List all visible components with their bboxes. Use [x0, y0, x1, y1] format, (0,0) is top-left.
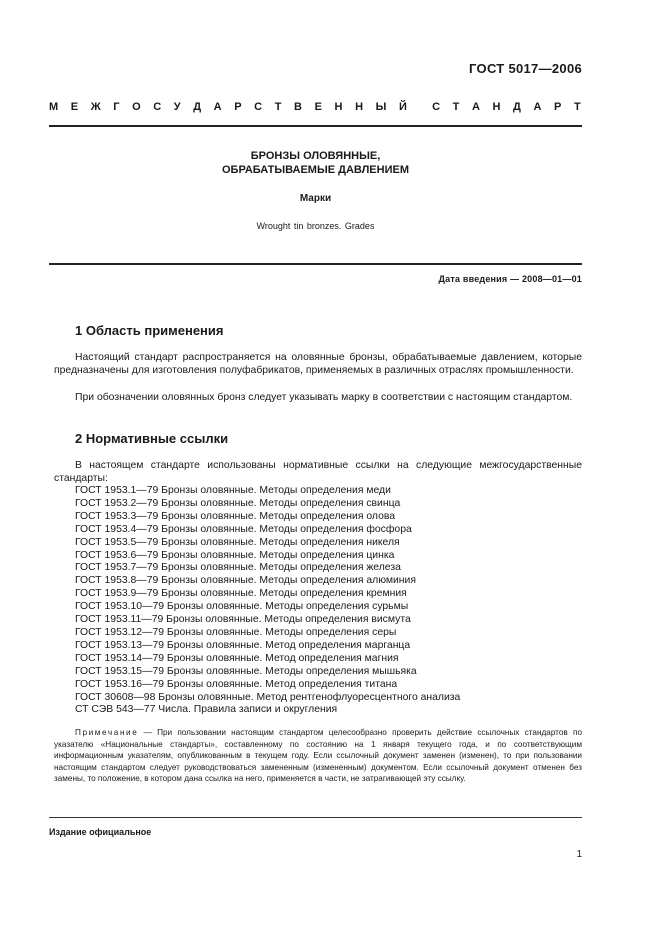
- reference-item: ГОСТ 1953.4—79 Бронзы оловянные. Методы определения фосфора: [75, 523, 412, 535]
- reference-item: ГОСТ 1953.16—79 Бронзы оловянные. Метод определения титана: [75, 678, 398, 690]
- title-line-2: ОБРАБАТЫВАЕМЫЕ ДАВЛЕНИЕМ: [221, 164, 409, 176]
- reference-item: ГОСТ 1953.7—79 Бронзы оловянные. Методы определения железа: [75, 562, 401, 574]
- reference-item: ГОСТ 1953.13—79 Бронзы оловянные. Метод определения марганца: [75, 639, 411, 651]
- banner-letter: Й: [398, 101, 407, 113]
- banner-letter: Н: [492, 101, 501, 113]
- banner-letter: Д: [193, 101, 202, 113]
- banner-letter: О: [132, 101, 141, 113]
- banner-letter: В: [294, 101, 302, 113]
- banner-letter: М: [49, 101, 59, 113]
- introduction-date: Дата введения — 2008—01—01: [438, 274, 582, 284]
- reference-item: ГОСТ 1953.6—79 Бронзы оловянные. Методы определения цинка: [75, 549, 395, 561]
- reference-item: ГОСТ 1953.1—79 Бронзы оловянные. Методы определения меди: [75, 485, 391, 496]
- middle-rule: [49, 263, 582, 265]
- banner-letter: А: [471, 101, 480, 113]
- banner-letter: С: [153, 101, 162, 113]
- reference-item: ГОСТ 1953.3—79 Бронзы оловянные. Методы определения олова: [75, 510, 396, 522]
- section-2-intro: В настоящем стандарте использованы нормативные ссылки на следующие межгосударственные стандарты:: [54, 460, 582, 484]
- reference-item: ГОСТ 1953.2—79 Бронзы оловянные. Методы определения свинца: [75, 497, 401, 509]
- title-line-1: БРОНЗЫ ОЛОВЯННЫЕ,: [250, 150, 381, 162]
- note-label: Примечание: [75, 728, 139, 737]
- reference-item: ГОСТ 1953.10—79 Бронзы оловянные. Методы определения сурьмы: [75, 601, 409, 613]
- banner-letter: Е: [314, 101, 322, 113]
- bottom-rule: [49, 817, 582, 818]
- banner-letter: А: [213, 101, 222, 113]
- banner-letter: Т: [573, 101, 581, 113]
- banner-letter: Т: [274, 101, 282, 113]
- banner-letter: С: [254, 101, 263, 113]
- reference-item: СТ СЭВ 543—77 Числа. Правила записи и округления: [75, 704, 338, 716]
- official-edition-label: Издание официальное: [49, 827, 152, 837]
- banner-letter: Т: [452, 101, 460, 113]
- top-rule: [49, 125, 582, 127]
- reference-item: ГОСТ 1953.15—79 Бронзы оловянные. Методы определения мышьяка: [75, 665, 417, 677]
- standard-banner: [49, 101, 581, 113]
- reference-item: ГОСТ 1953.11—79 Бронзы оловянные. Методы определения висмута: [75, 614, 411, 626]
- banner-letter: Ы: [375, 101, 387, 113]
- banner-letter: Г: [113, 101, 120, 113]
- banner-letter: Д: [513, 101, 521, 113]
- normative-references-list: [75, 485, 460, 717]
- english-title: Wrought tin bronzes. Grades: [256, 221, 375, 231]
- banner-letter: У: [173, 101, 181, 113]
- reference-item: ГОСТ 1953.12—79 Бронзы оловянные. Методы определения серы: [75, 626, 397, 638]
- document-subtitle: Марки: [299, 193, 332, 204]
- reference-item: ГОСТ 1953.9—79 Бронзы оловянные. Методы определения кремния: [75, 588, 407, 600]
- reference-item: ГОСТ 30608—98 Бронзы оловянные. Метод рентгенофлуоресцентного анализа: [75, 691, 461, 703]
- section-1-heading: 1 Область применения: [75, 323, 224, 338]
- banner-letter: Н: [334, 101, 343, 113]
- reference-item: ГОСТ 1953.14—79 Бронзы оловянные. Метод определения магния: [75, 652, 399, 664]
- section-1-paragraph-1: Настоящий стандарт распространяется на оловянные бронзы, обрабатываемые давлением, которые предназначены для изготовления полуфабрикатов, применяемых в различных отраслях промышленности.: [54, 352, 582, 376]
- section-2-heading: 2 Нормативные ссылки: [75, 431, 229, 446]
- gost-number: ГОСТ 5017—2006: [469, 61, 582, 76]
- banner-letter: Р: [554, 101, 562, 113]
- section-2-note: [54, 727, 582, 785]
- banner-letter: Р: [234, 101, 242, 113]
- banner-letter: А: [533, 101, 542, 113]
- reference-item: ГОСТ 1953.8—79 Бронзы оловянные. Методы определения алюминия: [75, 575, 416, 587]
- reference-item: ГОСТ 1953.5—79 Бронзы оловянные. Методы определения никеля: [75, 536, 400, 548]
- section-1-paragraph-2: При обозначении оловянных бронз следует указывать марку в соответствии с настоящим стандартом.: [75, 392, 573, 403]
- page-number: 1: [576, 849, 582, 860]
- banner-letter: Н: [355, 101, 364, 113]
- banner-letter: Е: [70, 101, 79, 113]
- banner-letter: С: [432, 101, 441, 113]
- document-title: [49, 149, 582, 177]
- banner-letter: Ж: [90, 101, 101, 113]
- note-text: — При пользовании настоящим стандартом целесообразно проверить действие ссылочных стандартов по указателю «Национальные стандарты», составленному по состоянию на 1 января текущего года, и по соответствующим информационным указателям, опубликованным в текущем году. Если ссылочный документ заменен (изменен), то при пользовании настоящим стандартом следует руководствоваться замененным (измененным) документом. Если ссылочный документ отменен без замены, то положение, в котором дана ссылка на него, применяется в части, не затрагивающей эту ссылку.: [54, 728, 582, 783]
